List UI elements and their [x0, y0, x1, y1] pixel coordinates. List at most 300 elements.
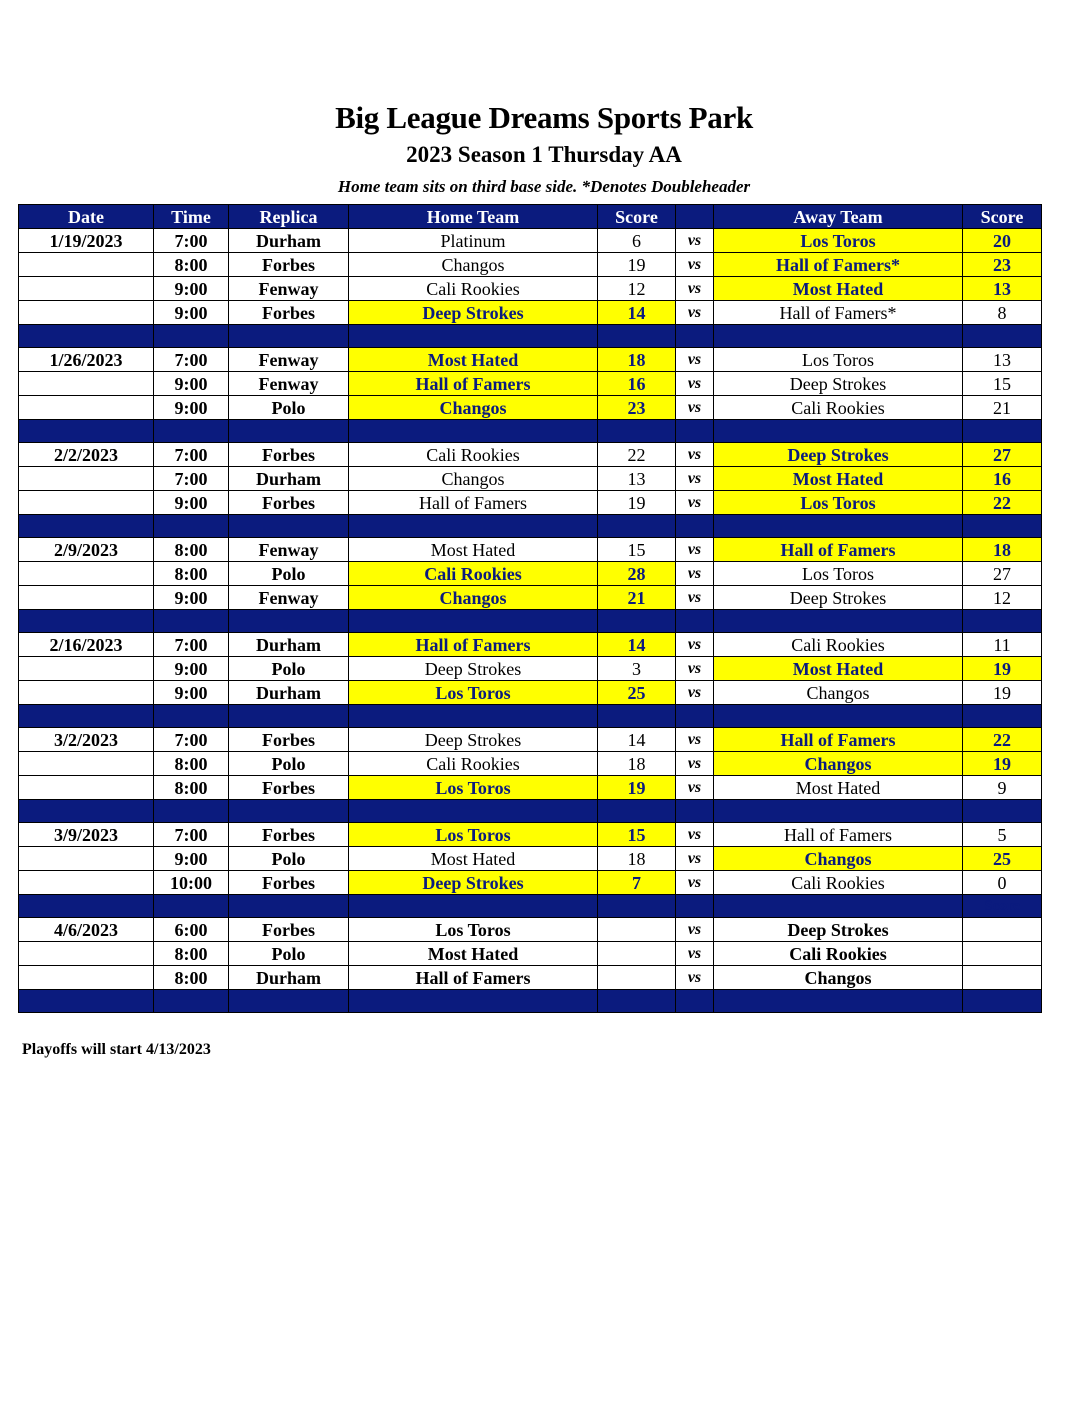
game-replica: Forbes	[229, 823, 349, 847]
home-team: Los Toros	[349, 776, 598, 800]
away-team: Changos	[714, 752, 963, 776]
game-replica: Durham	[229, 681, 349, 705]
game-row	[19, 538, 1042, 562]
game-time: 7:00	[154, 633, 229, 657]
game-replica: Polo	[229, 942, 349, 966]
game-date	[19, 372, 154, 396]
away-team: Changos	[714, 966, 963, 990]
separator-cell	[154, 705, 229, 728]
game-row	[19, 918, 1042, 942]
week-separator-row	[19, 515, 1042, 538]
away-team: Hall of Famers*	[714, 253, 963, 277]
separator-cell	[154, 800, 229, 823]
separator-cell	[598, 610, 676, 633]
away-team: Most Hated	[714, 776, 963, 800]
game-replica: Forbes	[229, 918, 349, 942]
col-header-date: Date	[19, 205, 154, 229]
game-date: 2/2/2023	[19, 443, 154, 467]
game-date: 3/2/2023	[19, 728, 154, 752]
away-score: 27	[963, 443, 1042, 467]
game-date	[19, 776, 154, 800]
home-score: 3	[598, 657, 676, 681]
home-score: 18	[598, 847, 676, 871]
game-date	[19, 681, 154, 705]
away-team: Hall of Famers	[714, 823, 963, 847]
vs-label: vs	[676, 372, 714, 396]
game-replica: Forbes	[229, 443, 349, 467]
game-replica: Polo	[229, 396, 349, 420]
away-team: Deep Strokes	[714, 443, 963, 467]
home-team: Deep Strokes	[349, 728, 598, 752]
page-subtitle: 2023 Season 1 Thursday AA	[406, 142, 682, 167]
home-score: 23	[598, 396, 676, 420]
vs-label: vs	[676, 681, 714, 705]
home-team: Hall of Famers	[349, 491, 598, 515]
week-separator-row	[19, 610, 1042, 633]
separator-cell	[963, 705, 1042, 728]
home-score: 14	[598, 301, 676, 325]
week-separator-row	[19, 990, 1042, 1013]
game-row	[19, 752, 1042, 776]
separator-cell	[349, 800, 598, 823]
page-title: Big League Dreams Sports Park	[335, 100, 753, 135]
home-score: 15	[598, 538, 676, 562]
vs-label: vs	[676, 823, 714, 847]
separator-cell	[714, 420, 963, 443]
game-date	[19, 871, 154, 895]
game-row	[19, 372, 1042, 396]
separator-cell	[349, 610, 598, 633]
separator-cell	[19, 895, 154, 918]
away-score: 20	[963, 229, 1042, 253]
separator-cell	[598, 990, 676, 1013]
home-team: Cali Rookies	[349, 443, 598, 467]
away-score: 19	[963, 657, 1042, 681]
away-score: 12	[963, 586, 1042, 610]
week-separator-row	[19, 705, 1042, 728]
home-team: Los Toros	[349, 681, 598, 705]
home-team: Cali Rookies	[349, 277, 598, 301]
game-date	[19, 277, 154, 301]
separator-cell	[598, 420, 676, 443]
separator-cell	[349, 990, 598, 1013]
home-score: 12	[598, 277, 676, 301]
game-replica: Forbes	[229, 728, 349, 752]
vs-label: vs	[676, 966, 714, 990]
away-score: 27	[963, 562, 1042, 586]
away-score: 8	[963, 301, 1042, 325]
away-score: 22	[963, 491, 1042, 515]
col-header-replica: Replica	[229, 205, 349, 229]
game-replica: Durham	[229, 467, 349, 491]
game-date	[19, 752, 154, 776]
home-team: Hall of Famers	[349, 633, 598, 657]
game-time: 9:00	[154, 847, 229, 871]
separator-cell	[229, 515, 349, 538]
game-time: 9:00	[154, 396, 229, 420]
game-time: 8:00	[154, 776, 229, 800]
vs-label: vs	[676, 396, 714, 420]
home-team: Deep Strokes	[349, 301, 598, 325]
game-row	[19, 229, 1042, 253]
separator-cell	[154, 420, 229, 443]
home-score: 13	[598, 467, 676, 491]
away-team: Hall of Famers*	[714, 301, 963, 325]
separator-cell	[19, 610, 154, 633]
game-replica: Polo	[229, 657, 349, 681]
separator-cell	[963, 800, 1042, 823]
separator-cell	[19, 515, 154, 538]
home-team: Most Hated	[349, 942, 598, 966]
home-score: 16	[598, 372, 676, 396]
separator-cell	[963, 420, 1042, 443]
game-row	[19, 657, 1042, 681]
game-date	[19, 491, 154, 515]
game-row	[19, 301, 1042, 325]
game-date	[19, 562, 154, 586]
separator-cell	[349, 420, 598, 443]
separator-cell	[963, 610, 1042, 633]
game-time: 7:00	[154, 443, 229, 467]
game-date: 4/6/2023	[19, 918, 154, 942]
game-row	[19, 776, 1042, 800]
away-score: 22	[963, 728, 1042, 752]
away-score: 18	[963, 538, 1042, 562]
home-team: Los Toros	[349, 918, 598, 942]
vs-label: vs	[676, 776, 714, 800]
home-team: Deep Strokes	[349, 657, 598, 681]
game-row	[19, 443, 1042, 467]
game-replica: Fenway	[229, 348, 349, 372]
away-team: Hall of Famers	[714, 728, 963, 752]
game-row	[19, 728, 1042, 752]
game-date	[19, 847, 154, 871]
separator-cell	[598, 705, 676, 728]
home-team: Changos	[349, 467, 598, 491]
separator-cell	[963, 325, 1042, 348]
vs-label: vs	[676, 443, 714, 467]
away-team: Cali Rookies	[714, 396, 963, 420]
separator-cell	[349, 325, 598, 348]
game-time: 8:00	[154, 253, 229, 277]
home-score: 14	[598, 728, 676, 752]
separator-cell	[229, 325, 349, 348]
game-replica: Polo	[229, 847, 349, 871]
separator-cell	[714, 895, 963, 918]
game-time: 7:00	[154, 467, 229, 491]
away-score	[963, 966, 1042, 990]
game-time: 9:00	[154, 657, 229, 681]
game-row	[19, 966, 1042, 990]
schedule-table	[18, 204, 1042, 1013]
vs-label: vs	[676, 491, 714, 515]
game-replica: Durham	[229, 229, 349, 253]
separator-cell	[676, 515, 714, 538]
game-row	[19, 562, 1042, 586]
vs-label: vs	[676, 728, 714, 752]
game-replica: Fenway	[229, 586, 349, 610]
home-score: 25	[598, 681, 676, 705]
separator-cell	[676, 325, 714, 348]
game-time: 9:00	[154, 586, 229, 610]
game-replica: Forbes	[229, 491, 349, 515]
away-team: Deep Strokes	[714, 586, 963, 610]
game-time: 8:00	[154, 752, 229, 776]
home-score	[598, 966, 676, 990]
schedule-body	[19, 229, 1042, 1013]
vs-label: vs	[676, 467, 714, 491]
home-team: Los Toros	[349, 823, 598, 847]
game-date	[19, 586, 154, 610]
away-team: Cali Rookies	[714, 871, 963, 895]
separator-cell	[963, 515, 1042, 538]
vs-label: vs	[676, 301, 714, 325]
separator-cell	[676, 420, 714, 443]
away-score: 13	[963, 348, 1042, 372]
separator-cell	[714, 325, 963, 348]
home-score: 6	[598, 229, 676, 253]
separator-cell	[154, 325, 229, 348]
game-row	[19, 348, 1042, 372]
away-team: Los Toros	[714, 562, 963, 586]
col-header-vs	[676, 205, 714, 229]
separator-cell	[714, 610, 963, 633]
separator-cell	[229, 610, 349, 633]
game-date: 1/26/2023	[19, 348, 154, 372]
game-row	[19, 253, 1042, 277]
separator-cell	[676, 610, 714, 633]
separator-cell	[598, 325, 676, 348]
game-date: 3/9/2023	[19, 823, 154, 847]
game-replica: Forbes	[229, 301, 349, 325]
separator-cell	[154, 895, 229, 918]
vs-label: vs	[676, 538, 714, 562]
away-team: Cali Rookies	[714, 633, 963, 657]
separator-cell	[714, 515, 963, 538]
vs-label: vs	[676, 253, 714, 277]
separator-cell	[154, 610, 229, 633]
home-score: 21	[598, 586, 676, 610]
table-header-row	[19, 205, 1042, 229]
separator-cell	[19, 705, 154, 728]
away-team: Deep Strokes	[714, 372, 963, 396]
home-team: Most Hated	[349, 538, 598, 562]
game-time: 9:00	[154, 277, 229, 301]
game-date	[19, 396, 154, 420]
home-team: Changos	[349, 253, 598, 277]
home-team: Platinum	[349, 229, 598, 253]
home-team: Hall of Famers	[349, 966, 598, 990]
away-score: 15	[963, 372, 1042, 396]
away-team: Los Toros	[714, 491, 963, 515]
home-score: 18	[598, 752, 676, 776]
game-row	[19, 586, 1042, 610]
game-date	[19, 942, 154, 966]
game-time: 8:00	[154, 538, 229, 562]
col-header-away-score: Score	[963, 205, 1042, 229]
home-score	[598, 942, 676, 966]
home-score: 19	[598, 776, 676, 800]
week-separator-row	[19, 325, 1042, 348]
vs-label: vs	[676, 847, 714, 871]
separator-cell	[349, 515, 598, 538]
home-score: 22	[598, 443, 676, 467]
away-score: 25	[963, 847, 1042, 871]
away-score: 19	[963, 681, 1042, 705]
home-score: 15	[598, 823, 676, 847]
separator-cell	[229, 420, 349, 443]
game-date	[19, 467, 154, 491]
vs-label: vs	[676, 277, 714, 301]
home-score: 19	[598, 491, 676, 515]
away-score: 0	[963, 871, 1042, 895]
game-date: 2/9/2023	[19, 538, 154, 562]
away-score	[963, 918, 1042, 942]
game-replica: Forbes	[229, 776, 349, 800]
separator-cell	[229, 705, 349, 728]
away-score: 21	[963, 396, 1042, 420]
game-time: 6:00	[154, 918, 229, 942]
home-team: Most Hated	[349, 348, 598, 372]
game-time: 7:00	[154, 728, 229, 752]
separator-cell	[714, 800, 963, 823]
col-header-away-team: Away Team	[714, 205, 963, 229]
separator-cell	[676, 990, 714, 1013]
away-score: 5	[963, 823, 1042, 847]
game-replica: Fenway	[229, 277, 349, 301]
separator-cell	[349, 895, 598, 918]
game-time: 9:00	[154, 372, 229, 396]
vs-label: vs	[676, 633, 714, 657]
away-score: 9	[963, 776, 1042, 800]
separator-cell	[154, 990, 229, 1013]
home-score: 28	[598, 562, 676, 586]
game-time: 7:00	[154, 229, 229, 253]
home-team: Changos	[349, 586, 598, 610]
col-header-time: Time	[154, 205, 229, 229]
away-team: Changos	[714, 847, 963, 871]
game-replica: Fenway	[229, 372, 349, 396]
vs-label: vs	[676, 942, 714, 966]
game-row	[19, 871, 1042, 895]
game-date: 2/16/2023	[19, 633, 154, 657]
home-score: 19	[598, 253, 676, 277]
game-row	[19, 396, 1042, 420]
home-score: 18	[598, 348, 676, 372]
game-row	[19, 467, 1042, 491]
separator-cell	[19, 420, 154, 443]
game-row	[19, 823, 1042, 847]
home-team: Most Hated	[349, 847, 598, 871]
vs-label: vs	[676, 918, 714, 942]
game-replica: Polo	[229, 752, 349, 776]
away-team: Changos	[714, 681, 963, 705]
separator-cell	[154, 515, 229, 538]
vs-label: vs	[676, 752, 714, 776]
away-team: Los Toros	[714, 229, 963, 253]
separator-cell	[598, 895, 676, 918]
separator-cell	[676, 705, 714, 728]
game-time: 8:00	[154, 966, 229, 990]
game-row	[19, 277, 1042, 301]
home-team: Hall of Famers	[349, 372, 598, 396]
home-score: 7	[598, 871, 676, 895]
game-row	[19, 633, 1042, 657]
separator-cell	[676, 895, 714, 918]
away-score	[963, 942, 1042, 966]
home-score	[598, 918, 676, 942]
away-score: 13	[963, 277, 1042, 301]
game-time: 7:00	[154, 348, 229, 372]
separator-cell	[19, 990, 154, 1013]
separator-cell: Score	[963, 895, 1042, 918]
game-replica: Forbes	[229, 871, 349, 895]
col-header-home-score: Score	[598, 205, 676, 229]
home-team: Changos	[349, 396, 598, 420]
week-separator-row	[19, 420, 1042, 443]
game-date: 1/19/2023	[19, 229, 154, 253]
vs-label: vs	[676, 586, 714, 610]
game-row	[19, 847, 1042, 871]
away-score: 23	[963, 253, 1042, 277]
game-replica: Polo	[229, 562, 349, 586]
separator-cell	[714, 990, 963, 1013]
separator-cell	[229, 800, 349, 823]
home-team: Cali Rookies	[349, 562, 598, 586]
game-time: 8:00	[154, 942, 229, 966]
separator-cell	[229, 990, 349, 1013]
away-team: Most Hated	[714, 657, 963, 681]
vs-label: vs	[676, 657, 714, 681]
separator-cell	[598, 515, 676, 538]
home-team: Deep Strokes	[349, 871, 598, 895]
game-row	[19, 942, 1042, 966]
separator-cell	[714, 705, 963, 728]
game-time: 8:00	[154, 562, 229, 586]
vs-label: vs	[676, 562, 714, 586]
game-replica: Durham	[229, 633, 349, 657]
playoffs-note: Playoffs will start 4/13/2023	[22, 1041, 211, 1058]
game-time: 9:00	[154, 681, 229, 705]
away-team: Most Hated	[714, 277, 963, 301]
game-date	[19, 966, 154, 990]
away-score: 11	[963, 633, 1042, 657]
game-time: 10:00	[154, 871, 229, 895]
separator-cell	[349, 705, 598, 728]
vs-label: vs	[676, 871, 714, 895]
game-replica: Forbes	[229, 253, 349, 277]
separator-cell	[598, 800, 676, 823]
home-team: Cali Rookies	[349, 752, 598, 776]
vs-label: vs	[676, 348, 714, 372]
separator-cell	[676, 800, 714, 823]
game-row	[19, 491, 1042, 515]
away-team: Most Hated	[714, 467, 963, 491]
vs-label: vs	[676, 229, 714, 253]
away-team: Deep Strokes	[714, 918, 963, 942]
game-time: 9:00	[154, 301, 229, 325]
week-separator-row	[19, 800, 1042, 823]
week-separator-row	[19, 895, 1042, 918]
separator-cell	[229, 895, 349, 918]
separator-cell	[963, 990, 1042, 1013]
game-replica: Fenway	[229, 538, 349, 562]
away-team: Los Toros	[714, 348, 963, 372]
game-date	[19, 253, 154, 277]
away-score: 16	[963, 467, 1042, 491]
game-date	[19, 301, 154, 325]
game-replica: Durham	[229, 966, 349, 990]
